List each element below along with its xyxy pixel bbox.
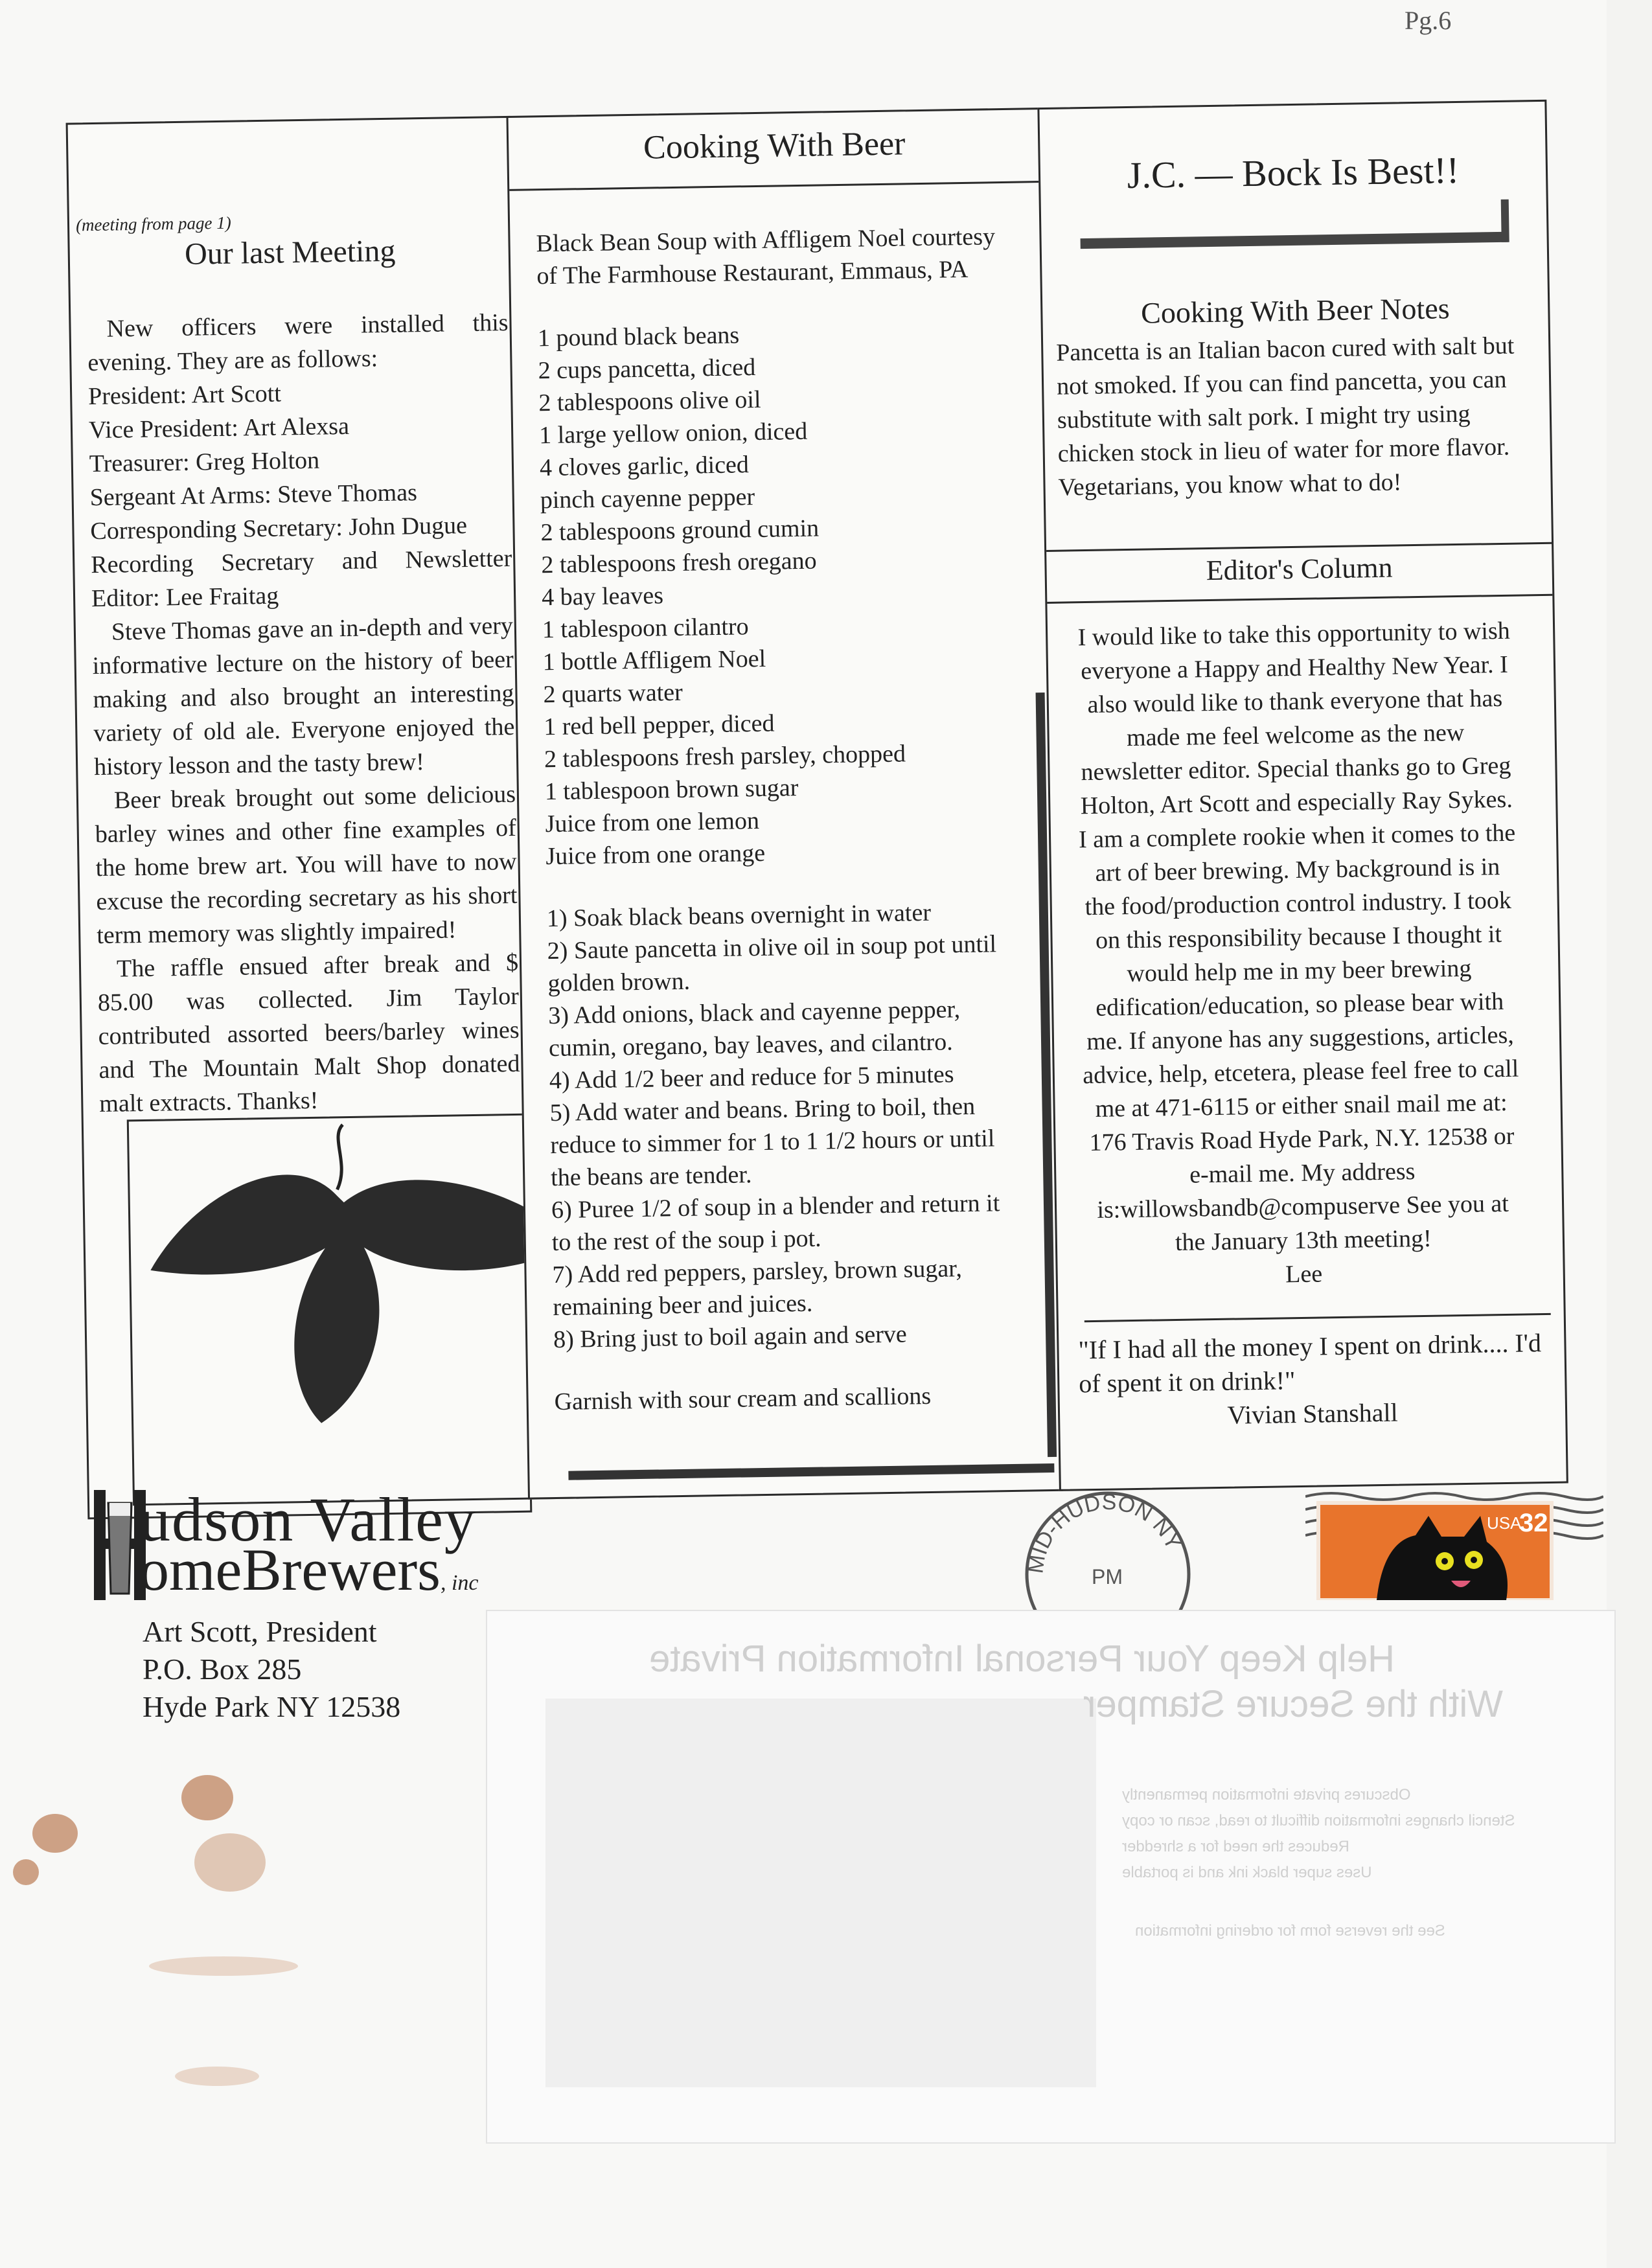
recipe-section-title: Cooking With Beer <box>643 125 906 166</box>
recipe-body <box>536 220 1021 1418</box>
continuation-note: (meeting from page 1) <box>75 212 231 235</box>
section-rule <box>1047 594 1552 604</box>
ingredient-item: Juice from one orange <box>545 839 766 871</box>
recipe-step: 3) Add onions, black and cayenne pepper, cumin, oregano, bay leaves, and cilantro. <box>547 996 961 1062</box>
hop-leaf-icon <box>129 1114 587 1432</box>
stain <box>175 2067 259 2086</box>
masthead-word: omeBrewers <box>139 1537 441 1603</box>
stain <box>194 1833 266 1892</box>
postage-stamp-icon <box>1305 1483 1603 1600</box>
stamp-value: 32 <box>1519 1509 1548 1537</box>
quote-box <box>1078 1326 1546 1434</box>
paragraph: Steve Thomas gave an in-depth and very informative lecture on the history of beer making and also brought an interesting variety of old ale. Everyone enjoyed the history lesson and the tasty brew! <box>92 612 515 781</box>
ingredient-item: pinch cayenne pepper <box>540 483 755 514</box>
insert-heading: Help Keep Your Personal Information Private <box>649 1638 1395 1680</box>
recipe-step: 7) Add red peppers, parsley, brown sugar, remaining beer and juices. <box>552 1255 963 1322</box>
address-line: P.O. Box 285 <box>143 1653 302 1686</box>
headline: J.C. — Bock Is Best!! <box>1127 148 1460 196</box>
ingredient-item: 4 cloves garlic, diced <box>539 451 750 482</box>
ingredient-item: 1 red bell pepper, diced <box>543 709 775 741</box>
stain <box>149 1956 298 1976</box>
paragraph: Beer break brought out some delicious barley wines and other fine examples of the home brew art. You will have to now excuse the recording secretary as his short term memory was slightly impaired! <box>95 780 518 950</box>
stain <box>13 1859 39 1885</box>
postmark-time: PM <box>1092 1565 1123 1588</box>
beer-glass-icon <box>94 1490 146 1600</box>
masthead-logo <box>94 1483 586 1607</box>
step-list <box>547 895 1020 1356</box>
ingredient-item: 2 tablespoons fresh parsley, chopped <box>544 740 906 773</box>
insert-bullet: Reduces the need for a shredder <box>1122 1838 1349 1855</box>
signature: Lee <box>1285 1260 1323 1289</box>
article-body <box>87 306 521 1121</box>
recipe-step: 8) Bring just to boil again and serve <box>553 1320 908 1354</box>
paragraph: The raffle ensued after break and $ 85.00 was collected. Jim Taylor contributed assorted beers/barley wines and The Mountain Malt Shop donated malt extracts. Thanks! <box>97 948 520 1118</box>
masthead-line2 <box>139 1535 479 1604</box>
illustration-box <box>127 1112 584 1506</box>
headline-rule <box>1501 200 1509 242</box>
postmark-ring-text: MID-HUDSON NY <box>1023 1489 1186 1575</box>
ingredient-item: 2 tablespoons ground cumin <box>540 514 820 547</box>
article-title: Our last Meeting <box>184 233 396 271</box>
officer-line: Corresponding Secretary: John Dugue <box>90 512 468 545</box>
recipe-step: 1) Soak black beans overnight in water <box>546 899 932 933</box>
insert-heading: With the Secure Stamper <box>1083 1683 1503 1725</box>
quote-text: "If I had all the money I spent on drink.... I'd of spent it on drink!" <box>1078 1328 1542 1399</box>
ingredient-item: 2 tablespoons fresh oregano <box>541 547 817 579</box>
ingredient-item: 2 cups pancetta, diced <box>538 354 756 385</box>
masthead-suffix: , inc <box>440 1571 479 1595</box>
editor-column-body <box>1073 614 1524 1295</box>
recipe-intro: Black Bean Soup with Affligem Noel courtesy of The Farmhouse Restaurant, Emmaus, PA <box>536 223 996 290</box>
paragraph: I am a complete rookie when it comes to the art of beer brewing. My background is in the food/production control industry. I took on this responsibility because I thought it would help me in my beer brewing edification/education, so please bear with me. If anyone has any suggestions, articles, advice, help, etcetera, please feel free to call me at 471-6115 or either snail mail me at: 176 Travis Road Hyde Park, N.Y. 12538 or e-mail me. My address is:willowsbandb@compuserve See you at the January 13th meeting! <box>1078 819 1519 1256</box>
recipe-step: 4) Add 1/2 beer and reduce for 5 minutes <box>549 1060 954 1095</box>
garnish-note: Garnish with sour cream and scallions <box>554 1382 932 1416</box>
ingredient-item: 2 quarts water <box>543 678 683 709</box>
officer-line: Vice President: Art Alexsa <box>88 412 350 444</box>
return-address <box>143 1613 400 1726</box>
stain <box>181 1775 233 1820</box>
insert-bullet: Uses super black ink and is portable <box>1122 1864 1372 1881</box>
shadow-bar <box>568 1463 1054 1480</box>
ingredient-item: 1 bottle Affligem Noel <box>542 645 766 676</box>
officer-line: President: Art Scott <box>87 380 282 411</box>
insert-bullet: Stencil changes information difficult to read, scan or copy <box>1122 1812 1515 1829</box>
recipe-step: 6) Puree 1/2 of soup in a blender and return it to the rest of the soup i pot. <box>551 1189 1000 1257</box>
window-pane <box>545 1699 1096 2087</box>
headline-rule <box>1081 232 1508 249</box>
notes-body: Pancetta is an Italian bacon cured with salt but not smoked. If you can find pancetta, you can substitute with salt pork. I might try using chicken stock in lieu of water for more flavor. Vegetarians, you know what to do! <box>1056 332 1515 501</box>
address-line: Hyde Park NY 12538 <box>143 1690 401 1723</box>
stain <box>32 1814 78 1853</box>
insert-bullet: Obscures private information permanently <box>1122 1786 1411 1804</box>
officer-line: Recording Secretary and Newsletter Editor: Lee Fraitag <box>90 544 512 613</box>
paragraph: New officers were installed this evening. They are as follows: <box>87 308 509 377</box>
stamp-country: USA <box>1487 1513 1522 1533</box>
ingredient-item: 1 tablespoon cilantro <box>542 613 749 644</box>
quote-author: Vivian Stanshall <box>1227 1397 1399 1430</box>
recipe-step: 2) Saute pancetta in olive oil in soup pot until golden brown. <box>547 930 997 998</box>
recipe-column <box>506 108 1062 1500</box>
ingredient-list <box>537 315 1012 873</box>
recipe-step: 5) Add water and beans. Bring to boil, then reduce to simmer for 1 to 1 1/2 hours or until the beans are tender. <box>549 1092 995 1192</box>
right-column <box>1037 100 1568 1491</box>
page-number: Pg.6 <box>1405 6 1452 35</box>
section-rule <box>1084 1313 1551 1322</box>
ingredient-item: 4 bay leaves <box>541 582 664 612</box>
officer-line: Treasurer: Greg Holton <box>89 446 320 478</box>
ingredient-item: 1 large yellow onion, diced <box>538 417 808 450</box>
ingredient-item: Juice from one lemon <box>545 807 760 838</box>
officer-line: Sergeant At Arms: Steve Thomas <box>89 479 418 512</box>
ingredient-item: 1 pound black beans <box>537 321 740 352</box>
envelope-window-insert <box>486 1610 1616 2144</box>
title-rule <box>509 181 1040 191</box>
editor-column-title: Editor's Column <box>1206 551 1393 587</box>
insert-footer: See the reverse form for ordering information <box>1135 1922 1445 1940</box>
svg-text:MID-HUDSON NY <box>1023 1490 1186 1575</box>
ingredient-item: 2 tablespoons olive oil <box>538 385 761 417</box>
address-line: Art Scott, President <box>143 1615 377 1648</box>
newsletter-layout <box>52 34 1584 1502</box>
ingredient-item: 1 tablespoon brown sugar <box>544 774 799 806</box>
masthead-line1: udson Valley <box>139 1485 477 1554</box>
paragraph: I would like to take this opportunity to wish everyone a Happy and Healthy New Year. I also would like to thank everyone that has made me feel welcome as the new newsletter editor. Special thanks go to Greg Holton, Art Scott and especially Ray Sykes. <box>1077 617 1513 820</box>
notes-title: Cooking With Beer Notes <box>1140 292 1450 330</box>
